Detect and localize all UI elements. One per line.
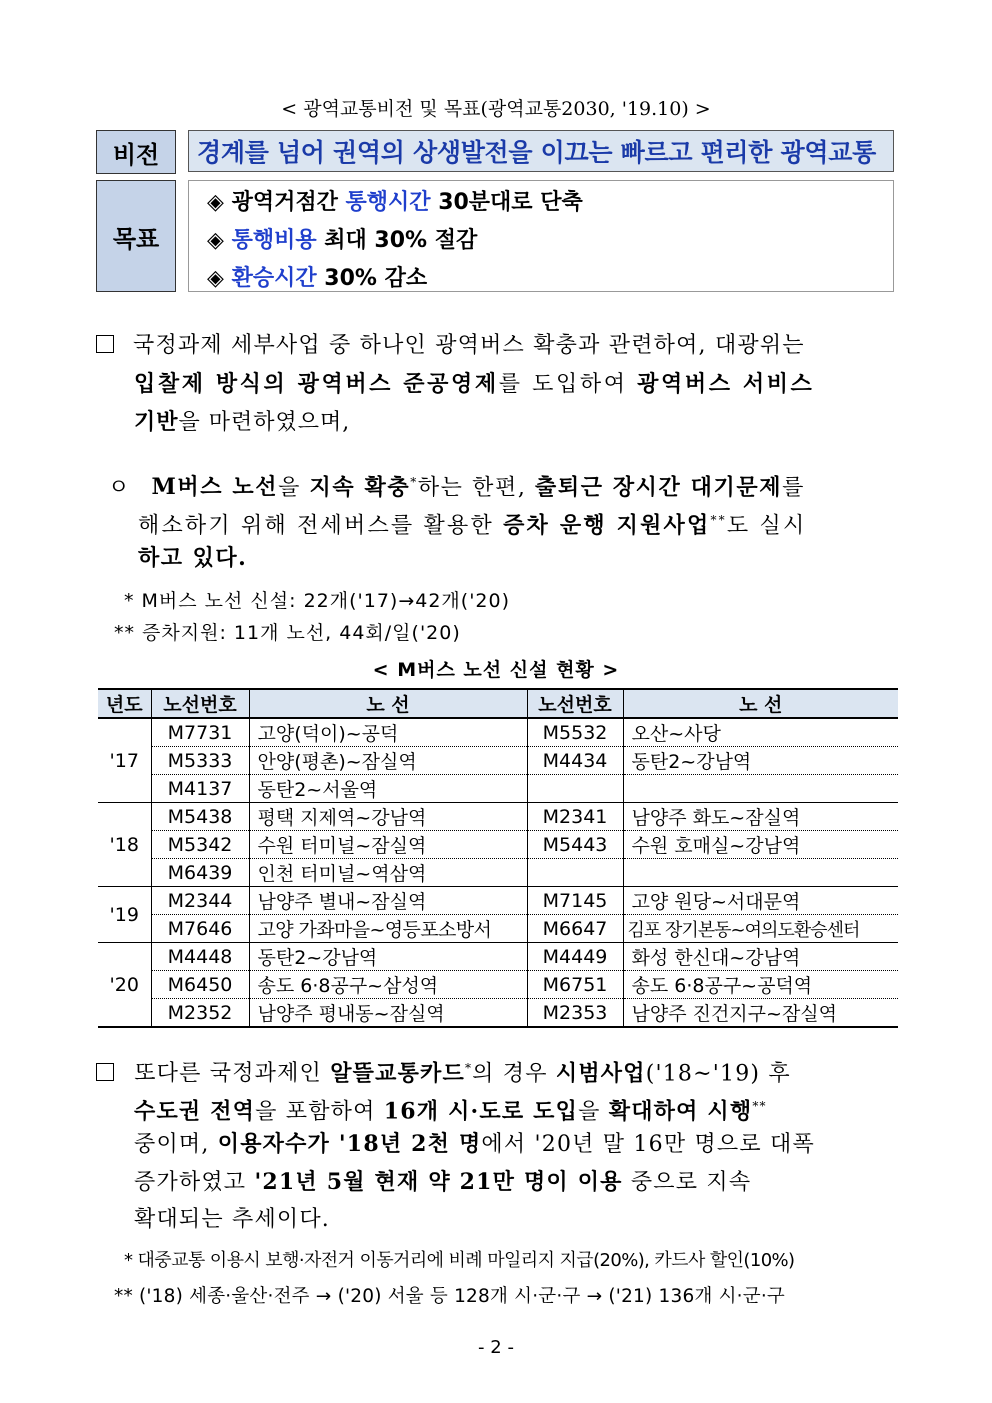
table-row (98, 718, 898, 747)
route-name: 동탄2~강남역 (249, 943, 527, 971)
route-table (98, 688, 898, 1028)
diamond-bullet-icon: ◈ (207, 190, 224, 215)
goals-label: 목표 (96, 180, 176, 292)
table-row (98, 887, 898, 915)
route-number: M5438 (151, 803, 249, 831)
para1-line1: 국정과제 세부사업 중 하나인 광역버스 확충과 관련하여, 대광위는 (96, 328, 805, 364)
route-number: M4448 (151, 943, 249, 971)
route-number: M5443 (527, 831, 623, 859)
table-row (98, 943, 898, 971)
para2-line1: ㅇ M버스 노선을 지속 확충*하는 한편, 출퇴근 장시간 대기문제를 (108, 474, 805, 501)
route-name: 인천 터미널~역삼역 (249, 859, 527, 887)
route-name (623, 775, 898, 803)
route-number: M6647 (527, 915, 623, 943)
goal-item: ◈ 광역거점간 통행시간 30분대로 단축 (207, 190, 583, 215)
para3-line4: 증가하였고 '21년 5월 현재 약 21만 명이 이용 중으로 지속 (134, 1169, 752, 1195)
route-name: 송도 6·8공구~삼성역 (249, 971, 527, 999)
table-row (98, 915, 898, 943)
route-name: 남양주 평내동~잠실역 (249, 999, 527, 1028)
route-number: M7145 (527, 887, 623, 915)
year-cell: '17 (98, 718, 151, 803)
route-name: 남양주 화도~잠실역 (623, 803, 898, 831)
table-row (98, 999, 898, 1028)
route-number: M6450 (151, 971, 249, 999)
table-header-row (98, 689, 898, 718)
goals-box (188, 180, 894, 292)
route-name: 평택 지제역~강남역 (249, 803, 527, 831)
route-number: M2344 (151, 887, 249, 915)
table-row (98, 803, 898, 831)
para2-line3: 하고 있다. (138, 545, 248, 571)
year-cell: '20 (98, 943, 151, 1028)
para1-line2: 입찰제 방식의 광역버스 준공영제를 도입하여 광역버스 서비스 (134, 371, 815, 397)
para3-line2: 수도권 전역을 포함하여 16개 시·도로 도입을 확대하여 시행** (134, 1098, 767, 1125)
diamond-bullet-icon: ◈ (207, 228, 224, 253)
route-name (623, 859, 898, 887)
route-number (527, 859, 623, 887)
route-number: M5333 (151, 747, 249, 775)
route-number: M7731 (151, 718, 249, 747)
route-name: 김포 장기본동~여의도환승센터 (623, 915, 898, 943)
route-name: 수원 터미널~잠실역 (249, 831, 527, 859)
para3-line5: 확대되는 추세이다. (134, 1207, 331, 1232)
vision-caption: < 광역교통비전 및 목표(광역교통2030, '19.10) > (281, 98, 711, 120)
header-route-no: 노선번호 (151, 689, 249, 718)
table-row (98, 747, 898, 775)
table-row (98, 831, 898, 859)
table-row (98, 971, 898, 999)
table-row (98, 859, 898, 887)
para3-line3: 중이며, 이용자수가 '18년 2천 명에서 '20년 말 16만 명으로 대폭 (134, 1131, 815, 1157)
year-cell: '18 (98, 803, 151, 887)
para2-line2: 해소하기 위해 전세버스를 활용한 증차 운행 지원사업**도 실시 (138, 512, 807, 539)
route-number: M7646 (151, 915, 249, 943)
note-increase: ** 증차지원: 11개 노선, 44회/일('20) (114, 622, 461, 644)
vision-text: 경계를 넘어 권역의 상생발전을 이끄는 빠르고 편리한 광역교통 (188, 130, 894, 172)
route-name: 동탄2~강남역 (623, 747, 898, 775)
note-mbus: * M버스 노선 신설: 22개('17)→42개('20) (124, 590, 511, 612)
route-name: 송도 6·8공구~공덕역 (623, 971, 898, 999)
square-bullet-icon (96, 335, 114, 353)
route-number: M6751 (527, 971, 623, 999)
header-route: 노 선 (623, 689, 898, 718)
route-number: M4449 (527, 943, 623, 971)
para3-line1: 또다른 국정과제인 알뜰교통카드*의 경우 시범사업('18~'19) 후 (96, 1050, 791, 1092)
note-expansion: ** ('18) 세종·울산·전주 → ('20) 서울 등 128개 시·군·구 → ('21) 136개 시·군·구 (114, 1286, 785, 1307)
route-number: M4434 (527, 747, 623, 775)
route-number (527, 775, 623, 803)
route-number: M4137 (151, 775, 249, 803)
header-route: 노 선 (249, 689, 527, 718)
route-number: M5532 (527, 718, 623, 747)
circle-bullet: ㅇ (108, 475, 131, 501)
table-caption: < M버스 노선 신설 현황 > (372, 659, 620, 681)
route-name: 고양 원당~서대문역 (623, 887, 898, 915)
route-name: 남양주 별내~잠실역 (249, 887, 527, 915)
square-bullet-icon (96, 1063, 114, 1081)
route-name: 동탄2~서울역 (249, 775, 527, 803)
vision-label: 비전 (96, 130, 176, 174)
route-name: 화성 한신대~강남역 (623, 943, 898, 971)
route-name: 오산~사당 (623, 718, 898, 747)
route-number: M6439 (151, 859, 249, 887)
table-row (98, 775, 898, 803)
note-card: * 대중교통 이용시 보행·자전거 이동거리에 비례 마일리지 지급(20%), 카드사 할인(10%) (124, 1250, 795, 1271)
goal-item: ◈ 통행비용 최대 30% 절감 (207, 228, 478, 253)
para1-line3: 기반을 마련하였으며, (134, 409, 351, 435)
route-name: 고양 가좌마을~영등포소방서 (249, 915, 527, 943)
page-number: - 2 - (478, 1337, 514, 1358)
header-year: 년도 (98, 689, 151, 718)
route-name: 남양주 진건지구~잠실역 (623, 999, 898, 1028)
route-number: M2352 (151, 999, 249, 1028)
route-number: M5342 (151, 831, 249, 859)
goal-item: ◈ 환승시간 30% 감소 (207, 266, 428, 291)
route-name: 수원 호매실~강남역 (623, 831, 898, 859)
year-cell: '19 (98, 887, 151, 943)
route-number: M2353 (527, 999, 623, 1028)
header-route-no: 노선번호 (527, 689, 623, 718)
route-name: 안양(평촌)~잠실역 (249, 747, 527, 775)
route-number: M2341 (527, 803, 623, 831)
route-name: 고양(덕이)~공덕 (249, 718, 527, 747)
diamond-bullet-icon: ◈ (207, 266, 224, 291)
